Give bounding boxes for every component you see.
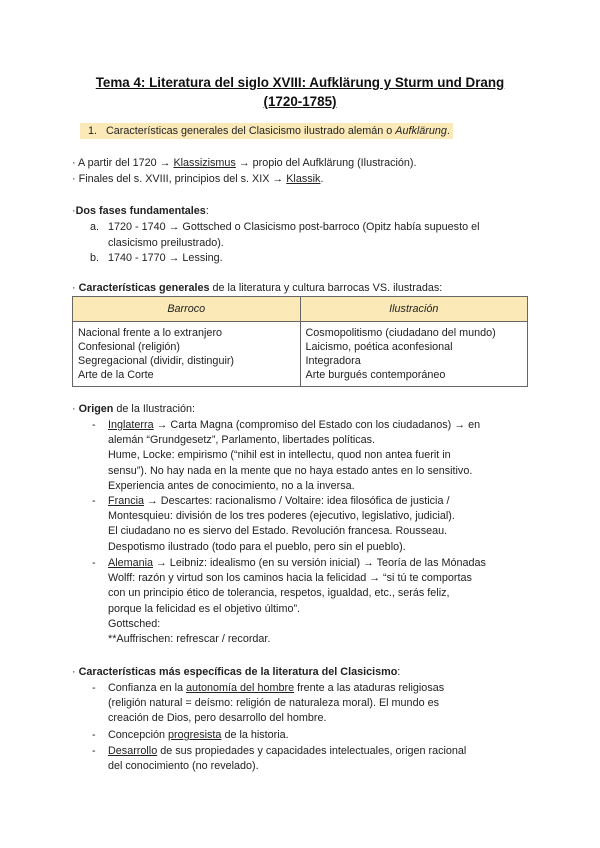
intro-2-pre: · Finales del s. XVIII, principios del s. XIX → xyxy=(72,173,287,185)
alemania-line-1 xyxy=(108,556,486,571)
header-barroco: Barroco xyxy=(73,297,301,322)
ilustracion-item: Arte burgués contemporáneo xyxy=(305,369,446,381)
francia-line: Despotismo ilustrado (todo para el pueblo, pero sin el pueblo). xyxy=(108,540,406,553)
inglaterra-line: Experiencia antes de conocimiento, no a la inversa. xyxy=(108,479,355,492)
fase-b-label: b. xyxy=(90,252,100,264)
fase-b-text: 1740 - 1770 → Lessing. xyxy=(108,252,223,264)
origen-bold: Origen xyxy=(78,403,114,415)
intro-1-term: Klassizismus xyxy=(173,157,236,169)
origen-dash: - xyxy=(92,495,96,507)
header-ilustracion: Ilustración xyxy=(300,297,528,322)
especifica-1-line: creación de Dios, pero desarrollo del hombre. xyxy=(108,712,327,725)
caracteristicas-rest: de la literatura y cultura barrocas VS. ilustradas: xyxy=(209,282,443,294)
especifica-1-post: frente a las ataduras religiosas xyxy=(294,682,445,694)
barroco-item: Segregacional (dividir, distinguir) xyxy=(78,355,235,367)
dos-fases-colon: : xyxy=(205,205,209,217)
especifica-2-term: progresista xyxy=(168,729,222,741)
dos-fases-title: Dos fases fundamentales xyxy=(75,205,206,217)
origen-inglaterra xyxy=(108,418,480,494)
francia-line: Montesquieu: división de los tres poderes (ejecutivo, legislativo, judicial). xyxy=(108,510,455,523)
table-header-row xyxy=(73,297,528,322)
section-number: 1. xyxy=(88,125,98,137)
ilustracion-item: Laicismo, poética aconfesional xyxy=(305,341,453,353)
especifica-item-3 xyxy=(108,744,466,774)
alemania-line: Wolff: razón y virtud son los caminos hacia la felicidad → “si tú te comportas xyxy=(108,572,472,585)
alemania-line: con un principio ético de tolerancia, respetos, igualdad, etc., serás feliz, xyxy=(108,587,450,600)
page-title xyxy=(60,73,540,111)
section-heading-end: . xyxy=(446,125,450,137)
section-heading-text: Características generales del Clasicismo ilustrado alemán o xyxy=(106,125,396,137)
origen-rest: de la Ilustración: xyxy=(113,403,196,415)
ilustracion-item: Cosmopolitismo (ciudadano del mundo) xyxy=(305,327,496,339)
alemania-line: Gottsched: xyxy=(108,617,161,630)
origen-heading xyxy=(72,402,195,416)
inglaterra-line: alemán “Grundgesetz”, Parlamento, libertades políticas. xyxy=(108,434,376,447)
intro-1-post: → propio del Aufklärung (Ilustración). xyxy=(235,157,417,169)
intro-1-pre: · A partir del 1720 → xyxy=(72,157,174,169)
especificas-heading xyxy=(72,665,400,679)
country-francia: Francia xyxy=(108,495,145,507)
inglaterra-first: → Carta Magna (compromiso del Estado con los ciudadanos) → en xyxy=(153,419,481,431)
inglaterra-line-1 xyxy=(108,418,480,433)
fase-a-text xyxy=(108,220,480,250)
origen-dash: - xyxy=(92,419,96,431)
country-inglaterra: Inglaterra xyxy=(108,419,154,431)
table-row xyxy=(73,322,528,387)
fase-a-line-2: clasicismo preilustrado). xyxy=(108,237,224,249)
especificas-colon: : xyxy=(397,666,401,678)
especificas-dash: - xyxy=(92,729,96,741)
barroco-item: Confesional (religión) xyxy=(78,341,181,353)
section-heading-italic: Aufklärung xyxy=(395,125,447,137)
cell-barroco xyxy=(73,322,301,387)
cell-ilustracion xyxy=(300,322,528,387)
ilustracion-item: Integradora xyxy=(305,355,361,367)
especifica-1-line: (religión natural = deísmo: religión de naturaleza moral). El mundo es xyxy=(108,697,439,710)
especificas-dash: - xyxy=(92,745,96,757)
francia-line: El ciudadano no es siervo del Estado. Revolución francesa. Rousseau. xyxy=(108,525,448,538)
caracteristicas-heading xyxy=(72,281,442,295)
dos-fases-heading xyxy=(72,204,209,218)
especificas-bold: Características más específicas de la literatura del Clasicismo xyxy=(78,666,398,678)
barroco-item: Nacional frente a lo extranjero xyxy=(78,327,223,339)
origen-dash: - xyxy=(92,557,96,569)
especifica-3-term: Desarrollo xyxy=(108,745,158,757)
especifica-1-pre: Confianza en la xyxy=(108,682,187,694)
alemania-line: **Auffrischen: refrescar / recordar. xyxy=(108,633,271,646)
especificas-dot: · xyxy=(72,666,79,678)
inglaterra-line: sensu”). No hay nada en la mente que no haya estado antes en lo sensitivo. xyxy=(108,464,473,477)
origen-francia xyxy=(108,494,455,555)
especifica-3-line: del conocimiento (no revelado). xyxy=(108,760,259,773)
especifica-3-line-1 xyxy=(108,744,466,759)
origen-dot: · xyxy=(72,403,79,415)
especifica-2-post: de la historia. xyxy=(221,729,289,741)
origen-alemania xyxy=(108,556,486,647)
especificas-dash: - xyxy=(92,682,96,694)
title-line-2: (1720-1785) xyxy=(263,94,337,109)
especifica-item-2 xyxy=(108,728,289,742)
intro-2-post: . xyxy=(320,173,324,185)
alemania-first: → Leibniz: idealismo (en su versión inicial) → Teoría de las Mónadas xyxy=(153,557,486,569)
francia-first: → Descartes: racionalismo / Voltaire: idea filosófica de justicia / xyxy=(144,495,450,507)
title-line-1: Tema 4: Literatura del siglo XVIII: Aufklärung y Sturm und Drang xyxy=(95,75,505,90)
intro-line-1 xyxy=(72,156,416,170)
especifica-3-post: de sus propiedades y capacidades intelectuales, origen racional xyxy=(157,745,467,757)
especifica-1-line-1 xyxy=(108,681,444,696)
especifica-1-term: autonomía del hombre xyxy=(186,682,295,694)
fase-a-line-1: 1720 - 1740 → Gottsched o Clasicismo post-barroco (Opitz había supuesto el xyxy=(108,221,480,233)
dos-fases-dot: · xyxy=(72,205,76,217)
comparison-table xyxy=(72,296,528,387)
caracteristicas-dot: · xyxy=(72,282,79,294)
intro-2-term: Klassik xyxy=(286,173,321,185)
fase-a-label: a. xyxy=(90,221,100,233)
section-1-heading xyxy=(80,123,453,139)
intro-line-2 xyxy=(72,172,323,186)
especifica-2-pre: Concepción xyxy=(108,729,169,741)
caracteristicas-bold: Características generales xyxy=(78,282,210,294)
francia-line-1 xyxy=(108,494,455,509)
alemania-line: porque la felicidad es el objetivo último”. xyxy=(108,602,301,615)
country-alemania: Alemania xyxy=(108,557,154,569)
barroco-item: Arte de la Corte xyxy=(78,369,154,381)
especifica-item-1 xyxy=(108,681,444,727)
inglaterra-line: Hume, Locke: empirismo (“nihil est in intellectu, quod non antea fuerit in xyxy=(108,449,451,462)
